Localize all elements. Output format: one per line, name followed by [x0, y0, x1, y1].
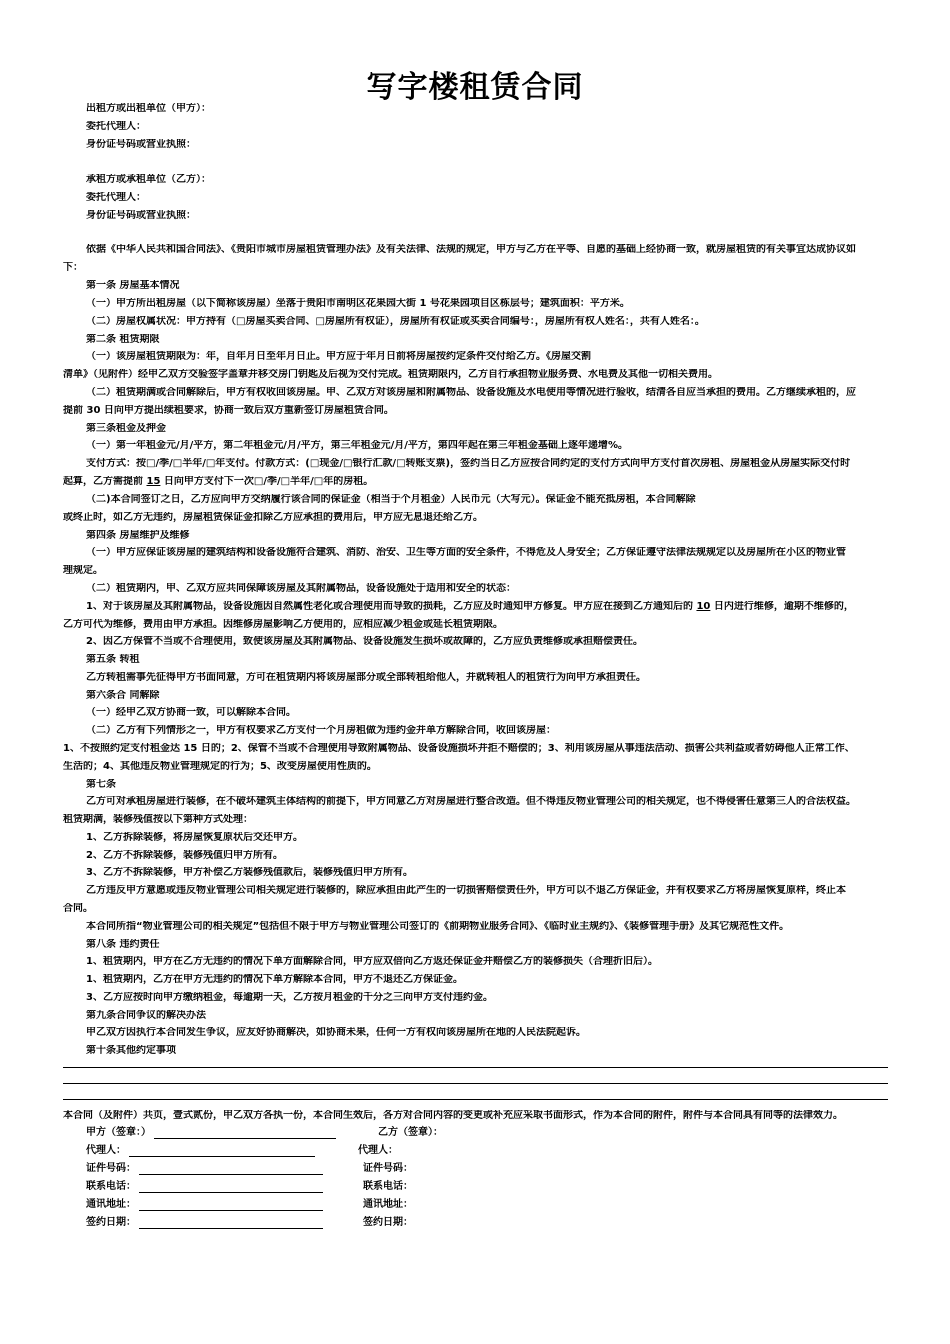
text: 后视为交付完成。租赁期限内，乙方自行承担物业服务费、水电费及其他一切相关费用。	[328, 369, 718, 380]
article-7-p1-line-2	[63, 814, 888, 826]
text: 月	[376, 351, 386, 362]
text: 层	[509, 298, 520, 309]
text: ，房屋所有权人姓名：	[534, 316, 630, 327]
text: （二）房屋权属状况：甲方持有（□房屋买卖合同、□房屋所有权证），房屋所有权证或买卖合同编号：	[86, 316, 535, 327]
party-a-agent-label: 代理人：	[86, 1145, 126, 1156]
article-6-p1: （一）经甲乙双方协商一致，可以解除本合同。	[86, 707, 296, 718]
advance-days-value: 15	[146, 476, 161, 487]
party-a-agent: 委托代理人：	[86, 121, 146, 132]
party-b-phone-label: 联系电话：	[363, 1181, 413, 1192]
party-a-unit: 出租方或出租单位（甲方）：	[86, 103, 211, 114]
party-a-address-field[interactable]	[139, 1199, 323, 1211]
text: 1、对于该房屋及其附属物品，设备设施因自然属性老化或合理使用而导致的损耗，乙方应及时通知甲方修复。甲方应在接到乙方通知后的	[86, 601, 697, 612]
party-a-signature-field[interactable]	[154, 1127, 336, 1139]
party-a-id-field[interactable]	[139, 1163, 323, 1175]
text: 栋	[499, 298, 510, 309]
article-2-heading: 第二条 租赁期限	[86, 334, 160, 345]
party-a-id-label: 证件号码：	[86, 1163, 136, 1174]
text: 日前将房屋按约定条件交付给乙方。《房屋交割	[386, 351, 591, 362]
other-terms-line-1[interactable]	[63, 1067, 888, 1068]
text: 年	[276, 351, 286, 362]
text: 元/月/平方，第四年起在第三年租金基础上逐年递增	[380, 440, 608, 451]
text: 年，自	[206, 351, 236, 362]
party-a-id-row	[86, 1163, 323, 1175]
text: （一）第一年租金	[86, 440, 166, 451]
article-10-heading: 第十条其他约定事项	[86, 1045, 176, 1056]
article-2-p1-line-2	[63, 369, 888, 381]
article-3-heading: 第三条租金及押金	[86, 423, 166, 434]
article-6-p3-line-1: 1、不按照约定支付租金达 15 日的；2、保管不当或不合理使用导致附属物品、设备设施损坏并拒不赔偿的；3、利用该房屋从事违法活动、损害公共利益或者妨碍他人正常工作、	[63, 743, 855, 754]
party-a-address-label: 通讯地址：	[86, 1199, 136, 1210]
party-b-unit: 承租方或承租单位（乙方）：	[86, 174, 211, 185]
text: 元（大写	[480, 494, 521, 505]
article-4-p3-line-2: 乙方可代为维修，费用由甲方承担。因维修房屋影响乙方使用的，应相应减少租金或延长租赁期限。	[63, 619, 503, 630]
article-8-p2: 1、租赁期内，乙方在甲方无违约的情况下单方解除本合同，甲方不退还乙方保证金。	[86, 974, 463, 985]
article-5-p1: 乙方转租需事先征得甲方书面同意，方可在租赁期内将该房屋部分或全部转租给他人，并就转租人的租赁行为向甲方承担责任。	[86, 672, 646, 683]
closing-clause	[63, 1110, 888, 1122]
article-3-p1	[86, 440, 888, 452]
article-4-heading: 第四条 房屋维护及维修	[86, 530, 190, 541]
article-3-p3-line-2: 或终止时，如乙方无违约，房屋租赁保证金扣除乙方应承担的费用后，甲方应无息退还给乙方。	[63, 512, 483, 523]
article-7-p3: 本合同所指“物业管理公司的相关规定”包括但不限于甲方与物业管理公司签订的《前期物业服务合同》、《临时业主规约》、《装修管理手册》及其它规范性文件。	[86, 921, 790, 932]
party-a-id: 身份证号码或营业执照：	[86, 139, 196, 150]
article-3-p3-line-1	[86, 494, 888, 506]
text: 种方式处理：	[193, 814, 253, 825]
article-6-p2: （二）乙方有下列情形之一，甲方有权要求乙方支付一个月房租做为违约金并单方解除合同，收回该房屋：	[86, 725, 556, 736]
text: 年	[366, 351, 376, 362]
party-a-phone-row	[86, 1181, 323, 1193]
article-2-p2-line-2: 提前 30 日向甲方提出续租要求，协商一致后双方重新签订房屋租赁合同。	[63, 405, 394, 416]
article-7-p2-line-1: 乙方违反甲方意愿或违反物业管理公司相关规定进行装修的，除应承担由此产生的一切损害赔偿责任外，甲方可以不退乙方保证金，并有权要求乙方将房屋恢复原样，终止本	[86, 885, 846, 896]
text: 日至	[256, 351, 276, 362]
article-9-heading: 第九条合同争议的解决办法	[86, 1010, 206, 1021]
text: 月	[286, 351, 296, 362]
article-4-p1-line-1: （一）甲方应保证该房屋的建筑结构和设备设施符合建筑、消防、治安、卫生等方面的安全条件，不得危及人身安全；乙方保证遵守法律法规规定以及房屋所在小区的物业管	[86, 547, 846, 558]
text: （二)本合同签订之日，乙方应向甲方交纳履行该合同的保证金（相当于	[86, 494, 401, 505]
repair-days-value: 10	[696, 601, 711, 612]
text: （一）甲方所出租房屋（以下简称该房屋）坐落于贵阳市南明区花果园大街 1 号花果园项目	[86, 298, 490, 309]
article-7-p1-line-1: 乙方可对承租房屋进行装修，在不破坏建筑主体结构的前提下，甲方同意乙方对房屋进行整合改造。但不得违反物业管理公司的相关规定，也不得侵害任意第三人的合法权益。	[86, 796, 856, 807]
party-b-id: 身份证号码或营业执照：	[86, 210, 196, 221]
article-9-p1: 甲乙双方因执行本合同发生争议，应友好协商解决，如协商未果，任何一方有权向该房屋所在地的人民法院起诉。	[86, 1027, 586, 1038]
party-a-agent-field[interactable]	[129, 1145, 315, 1157]
party-a-signature-label: 甲方（签章：）	[86, 1127, 151, 1138]
party-a-address-row	[86, 1199, 323, 1211]
text: 区	[489, 298, 500, 309]
text: 平方米。	[589, 298, 630, 309]
article-4-p3-line-1	[86, 601, 888, 613]
party-a-signature-row	[86, 1127, 336, 1139]
article-4-p4: 2、因乙方保管不当或不合理使用，致使该房屋及其附属物品、设备设施发生损坏或故障的，乙方应负责维修或承担赔偿责任。	[86, 636, 643, 647]
article-7-p2-line-2: 合同。	[63, 903, 93, 914]
document-title: 写字楼租赁合同	[366, 70, 584, 105]
party-a-agent-row	[86, 1145, 315, 1157]
article-1-heading: 第一条 房屋基本情况	[86, 280, 180, 291]
article-4-p1-line-2: 理规定。	[63, 565, 103, 576]
text: 日止。甲方应于	[296, 351, 366, 362]
text: 租赁期满，装修残值按以下第	[63, 814, 193, 825]
party-a-date-row	[86, 1217, 323, 1229]
text: 页，壹式贰份，甲乙双方各执一份，本合同生效后，各方对合同内容的变更或补充应采取书面形式，作为本合同的附件，附件与本合同具有同等的法律效力。	[153, 1110, 843, 1121]
text: 元）。保证金不能充抵房租，本合同解除	[520, 494, 696, 505]
article-7-option-1: 1、乙方拆除装修，将房屋恢复原状后交还甲方。	[86, 832, 303, 843]
party-b-agent: 委托代理人：	[86, 192, 146, 203]
text: 元/月/平方，第二年租金	[166, 440, 274, 451]
article-2-p2-line-1: （二）租赁期满或合同解除后，甲方有权收回该房屋。甲、乙双方对该房屋和附属物品、设备设施及水电使用等情况进行验收，结清各自应当承担的费用。乙方继续承租的，应	[86, 387, 856, 398]
article-8-heading: 第八条 违约责任	[86, 939, 160, 950]
article-6-heading: 第六条合 同解除	[86, 690, 160, 701]
text: 元/月/平方，第三年租金	[273, 440, 381, 451]
text: 本合同（及附件）共	[63, 1110, 153, 1121]
article-7-option-3: 3、乙方不拆除装修，甲方补偿乙方装修残值款后，装修残值归甲方所有。	[86, 867, 413, 878]
other-terms-line-3[interactable]	[63, 1099, 888, 1100]
text: 月	[246, 351, 256, 362]
article-8-p1: 1、租赁期内，甲方在乙方无违约的情况下单方面解除合同，甲方应双倍向乙方返还保证金并赔偿乙方的装修损失（合理折旧后）。	[86, 956, 658, 967]
text: 个月租金）人民币	[400, 494, 481, 505]
text: 起算，乙方需提前	[63, 476, 147, 487]
preamble-line-2: 下：	[63, 262, 83, 273]
text: 。	[694, 316, 705, 327]
party-b-date-label: 签约日期：	[363, 1217, 413, 1228]
article-8-p3: 3、乙方应按时向甲方缴纳租金，每逾期一天，乙方按月租金的千分之三向甲方支付违约金。	[86, 992, 493, 1003]
text: ，共有人姓名：	[629, 316, 695, 327]
text: 清单》（见附件）经甲乙双方交验签字盖章并移交房门钥匙及	[63, 369, 328, 380]
party-b-agent-label: 代理人：	[358, 1145, 398, 1156]
party-a-date-field[interactable]	[139, 1217, 323, 1229]
party-a-date-label: 签约日期：	[86, 1217, 136, 1228]
text: 日向甲方支付下一次□/季/□半年/□年的房租。	[160, 476, 374, 487]
article-4-p2: （二）租赁期内，甲、乙双方应共同保障该房屋及其附属物品，设备设施处于适用和安全的状态：	[86, 583, 516, 594]
text: %。	[607, 440, 628, 451]
party-a-phone-field[interactable]	[139, 1181, 323, 1193]
article-6-p3-line-2: 生活的；4、其他违反物业管理规定的行为；5、改变房屋使用性质的。	[63, 761, 377, 772]
article-5-heading: 第五条 转租	[86, 654, 140, 665]
text: 年	[236, 351, 246, 362]
other-terms-line-2[interactable]	[63, 1083, 888, 1084]
preamble-line-1: 依据《中华人民共和国合同法》、《贵阳市城市房屋租赁管理办法》及有关法律、法规的规定，甲方与乙方在平等、自愿的基础上经协商一致，就房屋租赁的有关事宜达成协议如	[86, 244, 856, 255]
text: （一）该房屋租赁期限为：	[86, 351, 206, 362]
party-b-address-label: 通讯地址：	[363, 1199, 413, 1210]
party-a-phone-label: 联系电话：	[86, 1181, 136, 1192]
article-3-p2-line-1: 支付方式：按□/季/□半年/□年支付。付款方式：(□现金/□银行汇款/□转账支票)，签约当日乙方应按合同约定的支付方式向甲方支付首次房租、房屋租金从房屋实际交付时	[86, 458, 851, 469]
article-1-p2	[86, 316, 888, 328]
text: 日内进行维修，逾期不维修的，	[710, 601, 854, 612]
article-7-option-2: 2、乙方不拆除装修，装修残值归甲方所有。	[86, 850, 283, 861]
party-b-signature-label: 乙方（签章）：	[378, 1127, 443, 1138]
article-3-p2-line-2	[63, 476, 888, 488]
article-1-p1	[86, 298, 888, 310]
article-2-p1-line-1	[86, 351, 888, 363]
article-7-heading: 第七条	[86, 779, 116, 790]
party-b-id-label: 证件号码：	[363, 1163, 413, 1174]
text: 号；建筑面积：	[519, 298, 590, 309]
